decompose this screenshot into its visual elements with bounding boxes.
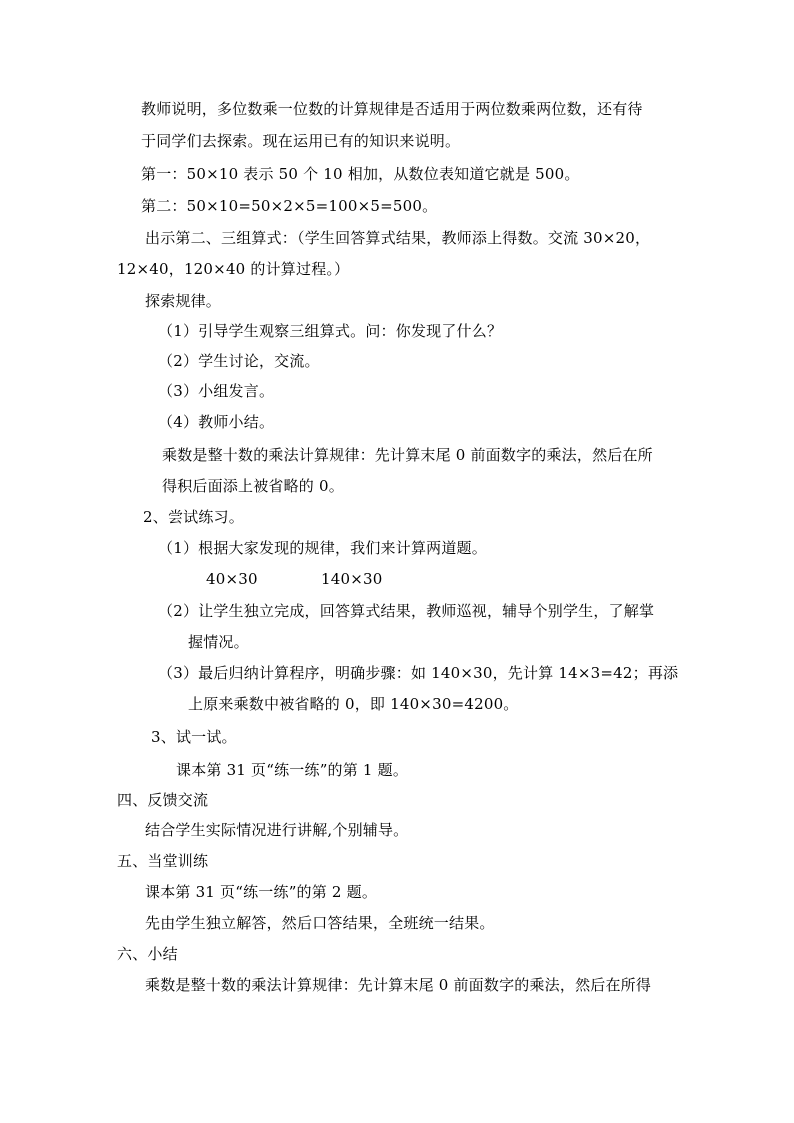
- list-item: （3）小组发言。: [158, 382, 275, 400]
- math-expression: 40×30: [206, 570, 258, 588]
- paragraph-line: 探索规律。: [145, 292, 222, 310]
- paragraph-line: 握情况。: [188, 633, 249, 651]
- paragraph-line: 于同学们去探索。现在运用已有的知识来说明。: [141, 132, 461, 150]
- paragraph-line: 课本第 31 页“练一练”的第 2 题。: [145, 883, 378, 901]
- paragraph-line: 出示第二、三组算式：（学生回答算式结果，教师添上得数。交流 30×20，: [145, 229, 651, 247]
- section-heading: 五、当堂训练: [117, 852, 209, 870]
- list-item: （1）根据大家发现的规律，我们来计算两道题。: [158, 539, 487, 557]
- list-item: （1）引导学生观察三组算式。问：你发现了什么？: [158, 322, 503, 340]
- paragraph-line: 乘数是整十数的乘法计算规律：先计算末尾 0 前面数字的乘法，然后在所得: [145, 976, 652, 994]
- paragraph-line: 结合学生实际情况进行讲解,个别辅导。: [145, 821, 409, 839]
- math-expression: 140×30: [321, 570, 383, 588]
- paragraph-line: 12×40，120×40 的计算过程。）: [117, 260, 350, 278]
- paragraph-line: 教师说明，多位数乘一位数的计算规律是否适用于两位数乘两位数，还有待: [141, 100, 643, 118]
- section-heading: 六、小结: [117, 945, 178, 963]
- list-item: （4）教师小结。: [158, 413, 275, 431]
- paragraph-line: 上原来乘数中被省略的 0，即 140×30=4200。: [188, 695, 519, 713]
- section-heading: 3、试一试。: [151, 728, 237, 746]
- paragraph-line: 第二：50×10=50×2×5=100×5=500。: [141, 197, 438, 215]
- paragraph-line: 先由学生独立解答，然后口答结果，全班统一结果。: [145, 914, 495, 932]
- paragraph-line: 得积后面添上被省略的 0。: [162, 477, 344, 495]
- list-item: （2）让学生独立完成，回答算式结果，教师巡视，辅导个别学生，了解掌: [158, 602, 655, 620]
- paragraph-line: 乘数是整十数的乘法计算规律：先计算末尾 0 前面数字的乘法，然后在所: [162, 446, 653, 464]
- section-heading: 2、尝试练习。: [143, 508, 244, 526]
- list-item: （2）学生讨论，交流。: [158, 352, 320, 370]
- section-heading: 四、反馈交流: [117, 791, 209, 809]
- paragraph-line: 第一：50×10 表示 50 个 10 相加，从数位表知道它就是 500。: [141, 165, 580, 183]
- list-item: （3）最后归纳计算程序，明确步骤：如 140×30，先计算 14×3=42；再添: [158, 664, 679, 682]
- paragraph-line: 课本第 31 页“练一练”的第 1 题。: [176, 761, 409, 779]
